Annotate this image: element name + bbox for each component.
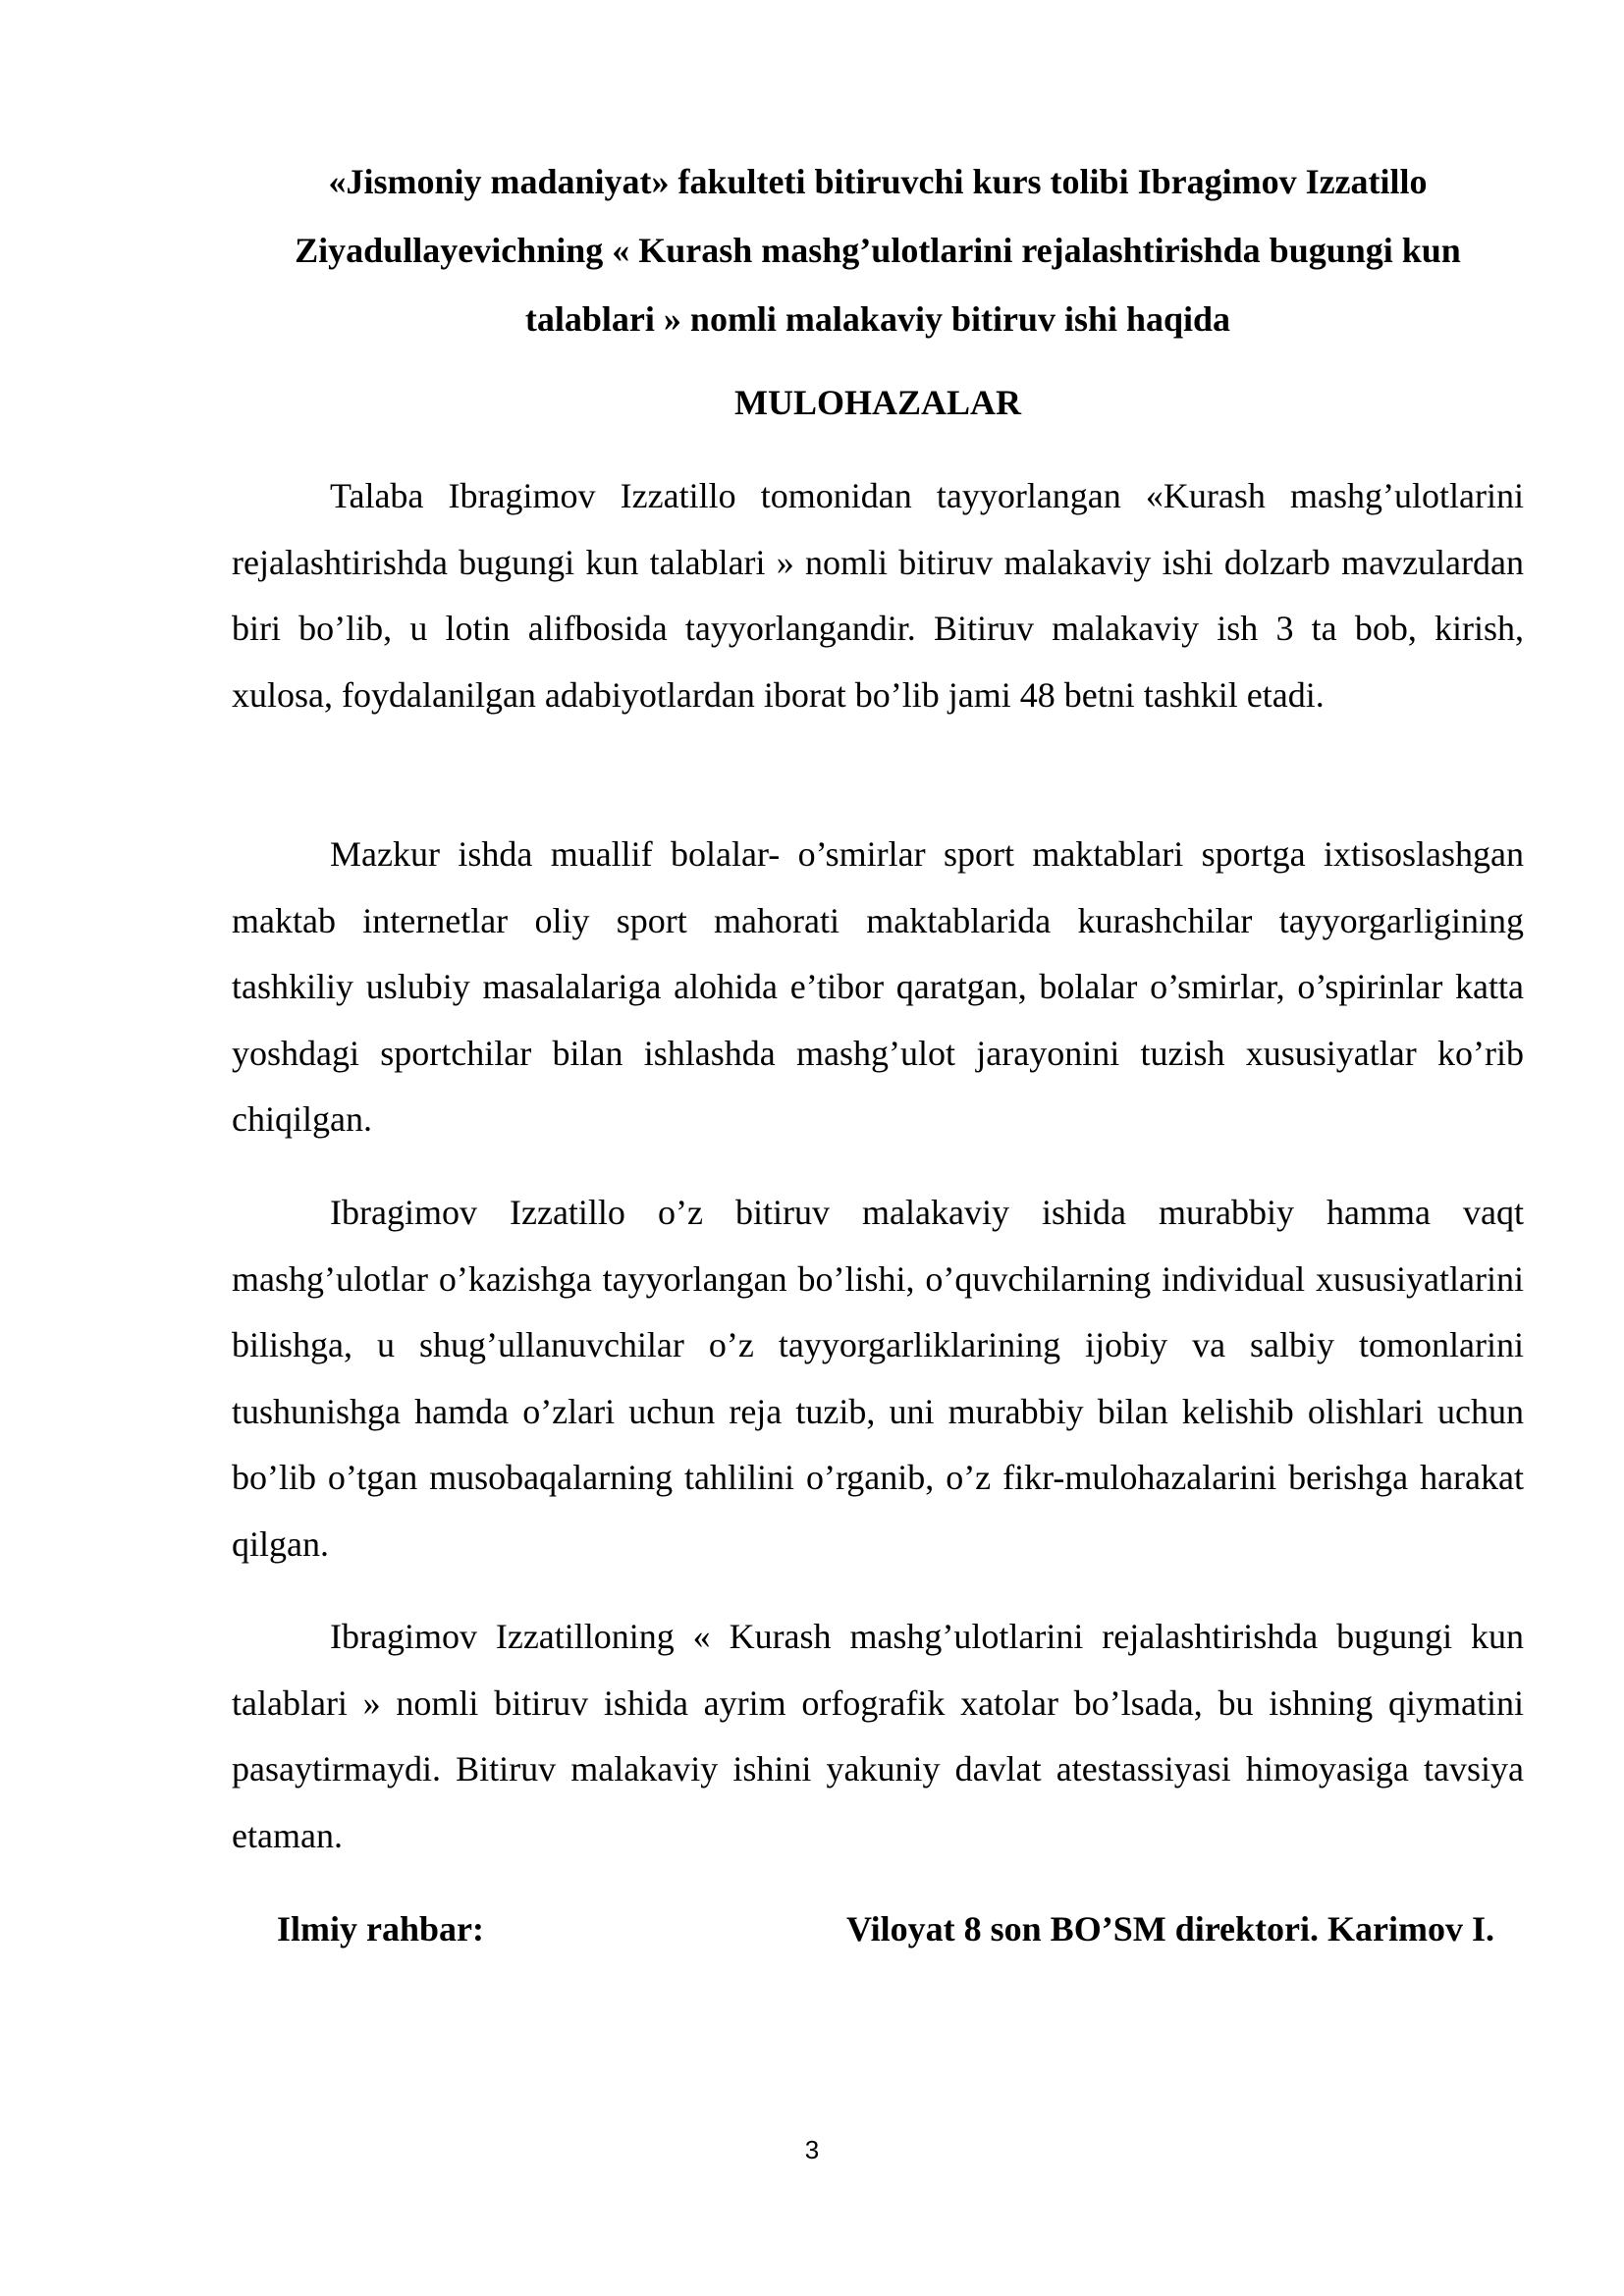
signature-role: Ilmiy rahbar:: [277, 1909, 484, 1949]
signature-line: [277, 1899, 1494, 1958]
paragraph-4: Ibragimov Izzatilloning « Kurash mashg’ulotlarini rejalashtirishda bugungi kun talablari » nomli bitiruv ishida ayrim orfografik xatolar bo’lsada, bu ishning qiymatini pasaytirmaydi. Bitiruv malakaviy ishini yakuniy davlat atestassiyasi himoyasiga tavsiya etaman.: [232, 1617, 1524, 1855]
document-heading: [232, 147, 1524, 353]
heading-line-2: Ziyadullayevichning « Kurash mashg’ulotlarini rejalashtirishda bugungi kun: [295, 231, 1461, 270]
heading-line-3: talablari » nomli malakaviy bitiruv ishi haqida: [524, 299, 1231, 339]
heading-line-1: «Jismoniy madaniyat» fakulteti bitiruvchi kurs tolibi Ibragimov Izzatillo: [328, 162, 1428, 201]
signature-name: Viloyat 8 son BO’SM direktori. Karimov I.: [846, 1909, 1494, 1949]
document-title: MULOHAZALAR: [733, 383, 1021, 422]
page-number: 3: [804, 2135, 820, 2164]
paragraph-1: Talaba Ibragimov Izzatillo tomonidan tayyorlangan «Kurash mashg’ulotlarini rejalashtirishda bugungi kun talablari » nomli bitiruv malakaviy ishi dolzarb mavzulardan biri bo’lib, u lotin alifbosida tayyorlangandir. Bitiruv malakaviy ish 3 ta bob, kirish, xulosa, foydalanilgan adabiyotlardan iborat bo’lib jami 48 betni tashkil etadi.: [232, 476, 1524, 715]
paragraph-2: Mazkur ishda muallif bolalar- o’smirlar sport maktablari sportga ixtisoslashgan maktab internetlar oliy sport mahorati maktablarida kurashchilar tayyorgarligining tashkiliy uslubiy masalalariga alohida e’tibor qaratgan, bolalar o’smirlar, o’spirinlar katta yoshdagi sportchilar bilan ishlashda mashg’ulot jarayonini tuzish xususiyatlar ko’rib chiqilgan.: [232, 834, 1524, 1139]
paragraph-3: Ibragimov Izzatillo o’z bitiruv malakaviy ishida murabbiy hamma vaqt mashg’ulotlar o’kazishga tayyorlangan bo’lishi, o’quvchilarning individual xususiyatlarini bilishga, u shug’ullanuvchilar o’z tayyorgarliklarining ijobiy va salbiy tomonlarini tushunishga hamda o’zlari uchun reja tuzib, uni murabbiy bilan kelishib olishlari uchun bo’lib o’tgan musobaqalarning tahlilini o’rganib, o’z fikr-mulohazalarini berishga harakat qilgan.: [232, 1193, 1524, 1564]
